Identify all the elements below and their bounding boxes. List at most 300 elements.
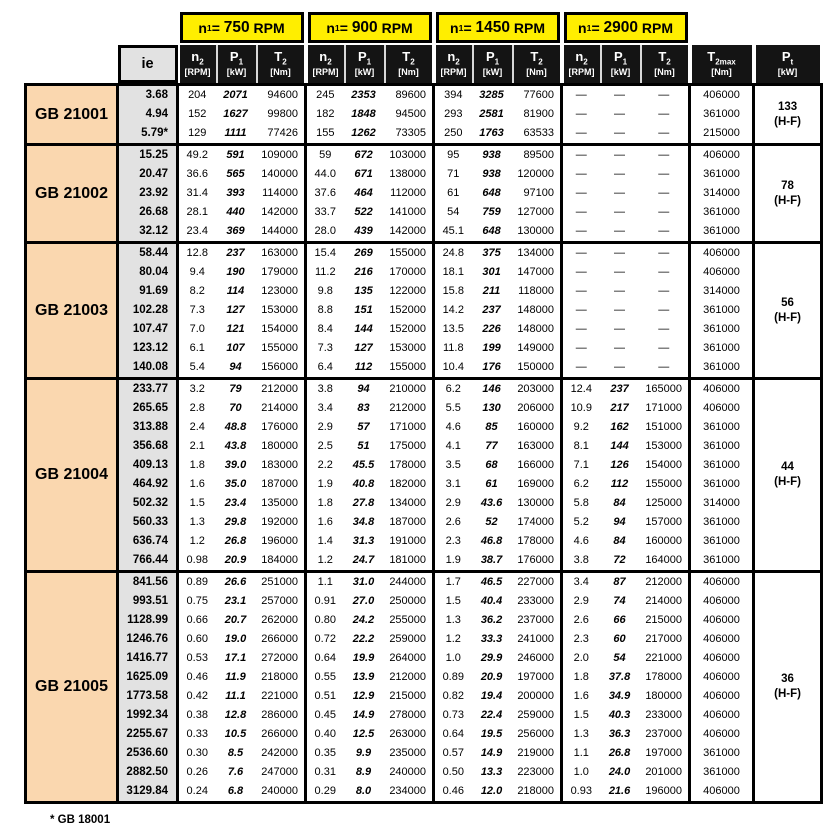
column-header-pt: $P_t$ [kW] — [756, 45, 820, 83]
cell-n2: 1.5 — [434, 592, 472, 611]
cell-t2max: 361000 — [690, 358, 754, 379]
cell-t2: 125000 — [645, 497, 683, 509]
cell-n2: 1.2 — [306, 551, 344, 572]
cell-p1: 29.8 — [224, 516, 247, 528]
cell-p1: 40.4 — [480, 595, 503, 607]
cell-ie: 20.47 — [118, 165, 178, 184]
cell-n2: 2.4 — [178, 418, 216, 437]
speed-header-900: n 1 = 900 RPM — [308, 12, 432, 43]
cell-p1: 12.9 — [352, 690, 375, 702]
cell-t2: 206000 — [517, 402, 555, 414]
cell-p1: 68 — [485, 459, 498, 471]
cell-p1: 648 — [482, 187, 501, 199]
cell-p1: 34.8 — [352, 516, 375, 528]
cell-t2: — — [658, 108, 670, 120]
cell-t2: — — [658, 323, 670, 335]
cell-ie: 560.33 — [118, 513, 178, 532]
cell-p1: 29.9 — [480, 652, 503, 664]
cell-t2: 218000 — [261, 671, 299, 683]
cell-n2: 9.4 — [178, 263, 216, 282]
cell-ie: 3129.84 — [118, 782, 178, 803]
cell-n2: 2.2 — [306, 456, 344, 475]
cell-t2: 240000 — [261, 785, 299, 797]
cell-n2: — — [562, 145, 600, 166]
column-header-n2: $n_2$ [RPM] — [180, 45, 216, 83]
cell-p1: 269 — [344, 243, 384, 264]
header-subcolumn-row — [26, 45, 822, 85]
table-row — [26, 301, 822, 320]
table-row — [26, 611, 822, 630]
table-row — [26, 222, 822, 243]
cell-n2: — — [562, 165, 600, 184]
cell-p1: 13.9 — [352, 671, 375, 683]
cell-t2: 244000 — [384, 572, 434, 593]
cell-t2: — — [658, 187, 670, 199]
cell-p1: 84 — [613, 497, 626, 509]
cell-p1: 10.5 — [224, 728, 247, 740]
cell-t2: 182000 — [389, 478, 427, 490]
cell-n2: 1.9 — [434, 551, 472, 572]
cell-t2: 156000 — [261, 361, 299, 373]
cell-p1: — — [614, 342, 626, 354]
cell-t2: 150000 — [517, 361, 555, 373]
table-row — [26, 592, 822, 611]
cell-ie: 5.79* — [118, 124, 178, 145]
cell-t2: 181000 — [389, 554, 427, 566]
cell-n2: 1.4 — [306, 532, 344, 551]
cell-p1: 237 — [600, 379, 640, 400]
cell-n2: 7.1 — [562, 456, 600, 475]
table-row — [26, 572, 822, 593]
cell-p1: 121 — [226, 323, 245, 335]
cell-p1: 1262 — [351, 127, 376, 139]
cell-n2: 15.4 — [306, 243, 344, 264]
cell-t2: 164000 — [645, 554, 683, 566]
cell-t2max: 406000 — [690, 379, 754, 400]
cell-ie: 15.25 — [118, 145, 178, 166]
cell-ie: 102.28 — [118, 301, 178, 320]
cell-n2: 45.1 — [434, 222, 472, 243]
cell-p1: 162 — [610, 421, 629, 433]
cell-p1: 107 — [226, 342, 245, 354]
cell-n2: 0.53 — [178, 649, 216, 668]
cell-p1: 19.0 — [224, 633, 247, 645]
cell-t2: 171000 — [645, 402, 683, 414]
cell-t2: 153000 — [261, 304, 299, 316]
cell-n2: 54 — [434, 203, 472, 222]
cell-n2: 28.0 — [306, 222, 344, 243]
cell-p1: 11.9 — [225, 671, 246, 683]
cell-p1: 464 — [354, 187, 373, 199]
cell-p1: 23.1 — [224, 595, 247, 607]
cell-t2max: 406000 — [690, 399, 754, 418]
cell-t2max: 406000 — [690, 572, 754, 593]
cell-n2: 14.2 — [434, 301, 472, 320]
cell-t2: 187000 — [389, 516, 427, 528]
cell-t2: 237000 — [517, 614, 555, 626]
cell-t2: 247000 — [261, 766, 299, 778]
cell-n2: 293 — [434, 105, 472, 124]
cell-t2: 148000 — [517, 323, 555, 335]
cell-p1: 22.4 — [480, 709, 503, 721]
cell-p1: 27.8 — [352, 497, 375, 509]
cell-p1: 14.9 — [480, 747, 503, 759]
cell-t2: — — [658, 206, 670, 218]
cell-n2: 44.0 — [306, 165, 344, 184]
table-header — [26, 12, 822, 85]
cell-p1: 522 — [354, 206, 373, 218]
cell-n2: 8.8 — [306, 301, 344, 320]
cell-ie: 766.44 — [118, 551, 178, 572]
table-row — [26, 263, 822, 282]
cell-p1: 12.0 — [480, 785, 503, 797]
cell-t2max: 361000 — [690, 418, 754, 437]
model-label: GB 21003 — [26, 243, 118, 379]
cell-p1: 127 — [354, 342, 373, 354]
cell-t2: 210000 — [384, 379, 434, 400]
cell-p1: 759 — [482, 206, 501, 218]
cell-n2: 0.98 — [178, 551, 216, 572]
table-row — [26, 145, 822, 166]
cell-p1: 1763 — [479, 127, 504, 139]
cell-n2: — — [562, 282, 600, 301]
cell-n2: 4.1 — [434, 437, 472, 456]
spec-table — [24, 12, 823, 804]
cell-n2: 10.4 — [434, 358, 472, 379]
cell-n2: 1.6 — [306, 513, 344, 532]
cell-n2: 1.1 — [306, 572, 344, 593]
cell-ie: 2882.50 — [118, 763, 178, 782]
cell-p1: 8.5 — [227, 747, 244, 759]
model-label: GB 21004 — [26, 379, 118, 572]
cell-t2: 163000 — [517, 440, 555, 452]
cell-n2: 0.30 — [178, 744, 216, 763]
cell-n2: 1.0 — [562, 763, 600, 782]
column-header-p1: $P_1$ [kW] — [216, 45, 256, 83]
cell-n2: 12.8 — [178, 243, 216, 264]
cell-p1: 19.4 — [480, 690, 503, 702]
cell-p1: 151 — [354, 304, 373, 316]
cell-n2: 11.2 — [306, 263, 344, 282]
cell-t2: 122000 — [389, 285, 427, 297]
table-row — [26, 532, 822, 551]
cell-t2: 212000 — [389, 402, 427, 414]
cell-n2: 2.6 — [434, 513, 472, 532]
cell-t2: 138000 — [389, 168, 427, 180]
cell-t2: 259000 — [389, 633, 427, 645]
cell-n2: 1.1 — [562, 744, 600, 763]
cell-t2: 201000 — [645, 766, 683, 778]
cell-t2: 180000 — [261, 440, 299, 452]
cell-n2: 0.93 — [562, 782, 600, 803]
cell-t2: 140000 — [261, 168, 299, 180]
cell-t2: 130000 — [517, 225, 555, 237]
cell-p1: 12.8 — [224, 709, 247, 721]
cell-t2: 118000 — [518, 285, 555, 297]
cell-ie: 502.32 — [118, 494, 178, 513]
table-row — [26, 320, 822, 339]
cell-t2: 157000 — [645, 516, 683, 528]
cell-t2max: 361000 — [690, 456, 754, 475]
cell-p1: 79 — [216, 379, 256, 400]
cell-n2: 0.26 — [178, 763, 216, 782]
table-row — [26, 184, 822, 203]
cell-p1: 27.0 — [352, 595, 375, 607]
cell-p1: 114 — [226, 285, 245, 297]
cell-p1: 31.0 — [344, 572, 384, 593]
speed-header-750: n 1 = 750 RPM — [180, 12, 304, 43]
cell-p1: 19.5 — [480, 728, 503, 740]
cell-ie: 1625.09 — [118, 668, 178, 687]
cell-n2: 1.8 — [562, 668, 600, 687]
table-row — [26, 687, 822, 706]
cell-t2: 163000 — [256, 243, 306, 264]
cell-p1: 135 — [354, 285, 373, 297]
cell-ie: 636.74 — [118, 532, 178, 551]
cell-t2: 170000 — [389, 266, 427, 278]
cell-t2: 151000 — [645, 421, 683, 433]
model-label: GB 21002 — [26, 145, 118, 243]
cell-n2: 0.51 — [306, 687, 344, 706]
cell-p1: 671 — [354, 168, 373, 180]
cell-t2: 234000 — [389, 785, 427, 797]
cell-n2: 5.5 — [434, 399, 472, 418]
cell-t2: 191000 — [389, 535, 427, 547]
cell-n2: — — [562, 184, 600, 203]
cell-ie: 3.68 — [118, 85, 178, 106]
cell-p1: 57 — [357, 421, 370, 433]
cell-n2: 23.4 — [178, 222, 216, 243]
cell-n2: 12.4 — [562, 379, 600, 400]
header-spacer-left — [26, 12, 178, 45]
cell-ie: 23.92 — [118, 184, 178, 203]
cell-t2: 135000 — [261, 497, 299, 509]
cell-t2: 109000 — [256, 145, 306, 166]
cell-p1: 31.3 — [352, 535, 375, 547]
cell-p1: 144 — [354, 323, 373, 335]
cell-t2: 217000 — [645, 633, 683, 645]
cell-p1: — — [600, 145, 640, 166]
cell-p1: 77 — [485, 440, 498, 452]
cell-t2max: 361000 — [690, 551, 754, 572]
cell-p1: 20.9 — [224, 554, 247, 566]
cell-p1: 2581 — [479, 108, 504, 120]
table-row — [26, 124, 822, 145]
cell-t2: 160000 — [517, 421, 555, 433]
cell-n2: 0.42 — [178, 687, 216, 706]
cell-t2: 171000 — [389, 421, 427, 433]
cell-p1: 72 — [613, 554, 626, 566]
cell-n2: 8.2 — [178, 282, 216, 301]
cell-t2: 266000 — [261, 728, 299, 740]
cell-p1: 23.4 — [224, 497, 247, 509]
cell-n2: 0.57 — [434, 744, 472, 763]
cell-t2max: 406000 — [690, 145, 754, 166]
cell-p1: 70 — [229, 402, 242, 414]
cell-n2: 1.2 — [434, 630, 472, 649]
cell-n2: 15.8 — [434, 282, 472, 301]
cell-t2: 134000 — [512, 243, 562, 264]
cell-ie: 265.65 — [118, 399, 178, 418]
cell-p1: 237 — [482, 304, 501, 316]
cell-ie: 356.68 — [118, 437, 178, 456]
cell-n2: 5.2 — [562, 513, 600, 532]
cell-n2: — — [562, 203, 600, 222]
cell-t2: 77426 — [267, 127, 299, 139]
cell-p1: — — [614, 206, 626, 218]
cell-n2: 1.9 — [306, 475, 344, 494]
cell-n2: 31.4 — [178, 184, 216, 203]
cell-t2: 184000 — [261, 554, 299, 566]
cell-n2: 0.46 — [434, 782, 472, 803]
cell-n2: 1.0 — [434, 649, 472, 668]
cell-n2: 0.66 — [178, 611, 216, 630]
table-row — [26, 437, 822, 456]
column-header-p1: $P_1$ [kW] — [600, 45, 640, 83]
cell-n2: 2.1 — [178, 437, 216, 456]
column-header-t2: $T_2$ [Nm] — [256, 45, 304, 83]
cell-n2: 3.4 — [306, 399, 344, 418]
cell-t2: 176000 — [517, 554, 555, 566]
table-row — [26, 744, 822, 763]
cell-t2: 134000 — [389, 497, 427, 509]
cell-n2: 18.1 — [434, 263, 472, 282]
cell-t2: 81900 — [523, 108, 555, 120]
cell-t2: 154000 — [645, 459, 683, 471]
table-row — [26, 494, 822, 513]
cell-p1: 127 — [226, 304, 245, 316]
cell-t2: 235000 — [389, 747, 427, 759]
cell-n2: 59 — [306, 145, 344, 166]
cell-n2: 71 — [434, 165, 472, 184]
cell-p1: 301 — [482, 266, 501, 278]
cell-n2: 0.31 — [306, 763, 344, 782]
cell-p1: 19.9 — [352, 652, 375, 664]
cell-ie: 841.56 — [118, 572, 178, 593]
column-header-n2: $n_2$ [RPM] — [308, 45, 344, 83]
table-row — [26, 782, 822, 803]
cell-n2: 2.8 — [178, 399, 216, 418]
cell-n2: 1.8 — [306, 494, 344, 513]
cell-n2: 0.60 — [178, 630, 216, 649]
cell-n2: 1.6 — [178, 475, 216, 494]
cell-t2: 169000 — [517, 478, 555, 490]
cell-ie: 1128.99 — [118, 611, 178, 630]
cell-n2: 0.29 — [306, 782, 344, 803]
cell-n2: 0.91 — [306, 592, 344, 611]
cell-n2: — — [562, 85, 600, 106]
table-row — [26, 358, 822, 379]
cell-n2: 2.0 — [562, 649, 600, 668]
cell-t2: 215000 — [389, 690, 427, 702]
cell-p1: 2071 — [216, 85, 256, 106]
cell-n2: — — [562, 243, 600, 264]
cell-n2: — — [562, 358, 600, 379]
cell-t2: — — [658, 304, 670, 316]
cell-p1: 85 — [485, 421, 498, 433]
cell-ie: 32.12 — [118, 222, 178, 243]
cell-p1: 13.3 — [480, 766, 503, 778]
cell-n2: 1.7 — [434, 572, 472, 593]
table-row — [26, 763, 822, 782]
cell-p1: 7.6 — [227, 766, 244, 778]
cell-n2: 0.35 — [306, 744, 344, 763]
column-header-p1: $P_1$ [kW] — [344, 45, 384, 83]
cell-t2: — — [640, 243, 690, 264]
cell-t2: 214000 — [645, 595, 683, 607]
cell-t2: — — [658, 127, 670, 139]
cell-p1: 9.9 — [355, 747, 372, 759]
cell-t2: 180000 — [645, 690, 683, 702]
cell-n2: 1.5 — [178, 494, 216, 513]
cell-p1: 24.7 — [352, 554, 375, 566]
subheader-spacer — [26, 45, 118, 85]
column-header-n2: $n_2$ [RPM] — [564, 45, 600, 83]
header-spacer-right — [690, 12, 822, 45]
cell-t2max: 361000 — [690, 437, 754, 456]
cell-t2: 241000 — [517, 633, 555, 645]
cell-t2: 112000 — [390, 187, 427, 199]
cell-t2: 130000 — [517, 497, 555, 509]
column-header-t2: $T_2$ [Nm] — [512, 45, 560, 83]
cell-p1: 8.9 — [355, 766, 372, 778]
cell-t2: 149000 — [517, 342, 555, 354]
cell-p1: 1848 — [351, 108, 376, 120]
pt-value: 36 (H-F) — [754, 572, 822, 803]
cell-t2: 262000 — [261, 614, 299, 626]
cell-n2: 0.73 — [434, 706, 472, 725]
cell-p1: 20.7 — [224, 614, 247, 626]
cell-t2: — — [658, 285, 670, 297]
cell-t2: 155000 — [389, 361, 427, 373]
cell-p1: 144 — [610, 440, 629, 452]
cell-t2: 286000 — [261, 709, 299, 721]
column-header-n2: $n_2$ [RPM] — [436, 45, 472, 83]
cell-t2max: 314000 — [690, 282, 754, 301]
cell-n2: 0.75 — [178, 592, 216, 611]
cell-n2: 9.8 — [306, 282, 344, 301]
cell-p1: 39.0 — [224, 459, 247, 471]
header-speed-row — [26, 12, 822, 45]
cell-t2: 200000 — [517, 690, 555, 702]
cell-ie: 4.94 — [118, 105, 178, 124]
cell-t2: 278000 — [389, 709, 427, 721]
cell-t2: 103000 — [384, 145, 434, 166]
cell-t2: 99800 — [267, 108, 299, 120]
cell-n2: 1.2 — [178, 532, 216, 551]
cell-p1: 74 — [613, 595, 626, 607]
speed-header-2900: n 1 = 2900 RPM — [564, 12, 688, 43]
cell-p1: 938 — [482, 168, 501, 180]
cell-n2: 0.46 — [178, 668, 216, 687]
cell-t2: 221000 — [645, 652, 683, 664]
cell-p1: — — [614, 266, 626, 278]
cell-t2: — — [640, 85, 690, 106]
cell-n2: 24.8 — [434, 243, 472, 264]
cell-p1: 126 — [610, 459, 629, 471]
cell-p1: 22.2 — [352, 633, 375, 645]
cell-n2: 5.4 — [178, 358, 216, 379]
cell-p1: 375 — [472, 243, 512, 264]
cell-t2max: 361000 — [690, 301, 754, 320]
cell-p1: 130 — [482, 402, 501, 414]
cell-t2max: 406000 — [690, 725, 754, 744]
cell-t2: 212000 — [640, 572, 690, 593]
cell-p1: 938 — [472, 145, 512, 166]
cell-ie: 313.88 — [118, 418, 178, 437]
cell-n2: 394 — [434, 85, 472, 106]
cell-n2: 8.1 — [562, 437, 600, 456]
